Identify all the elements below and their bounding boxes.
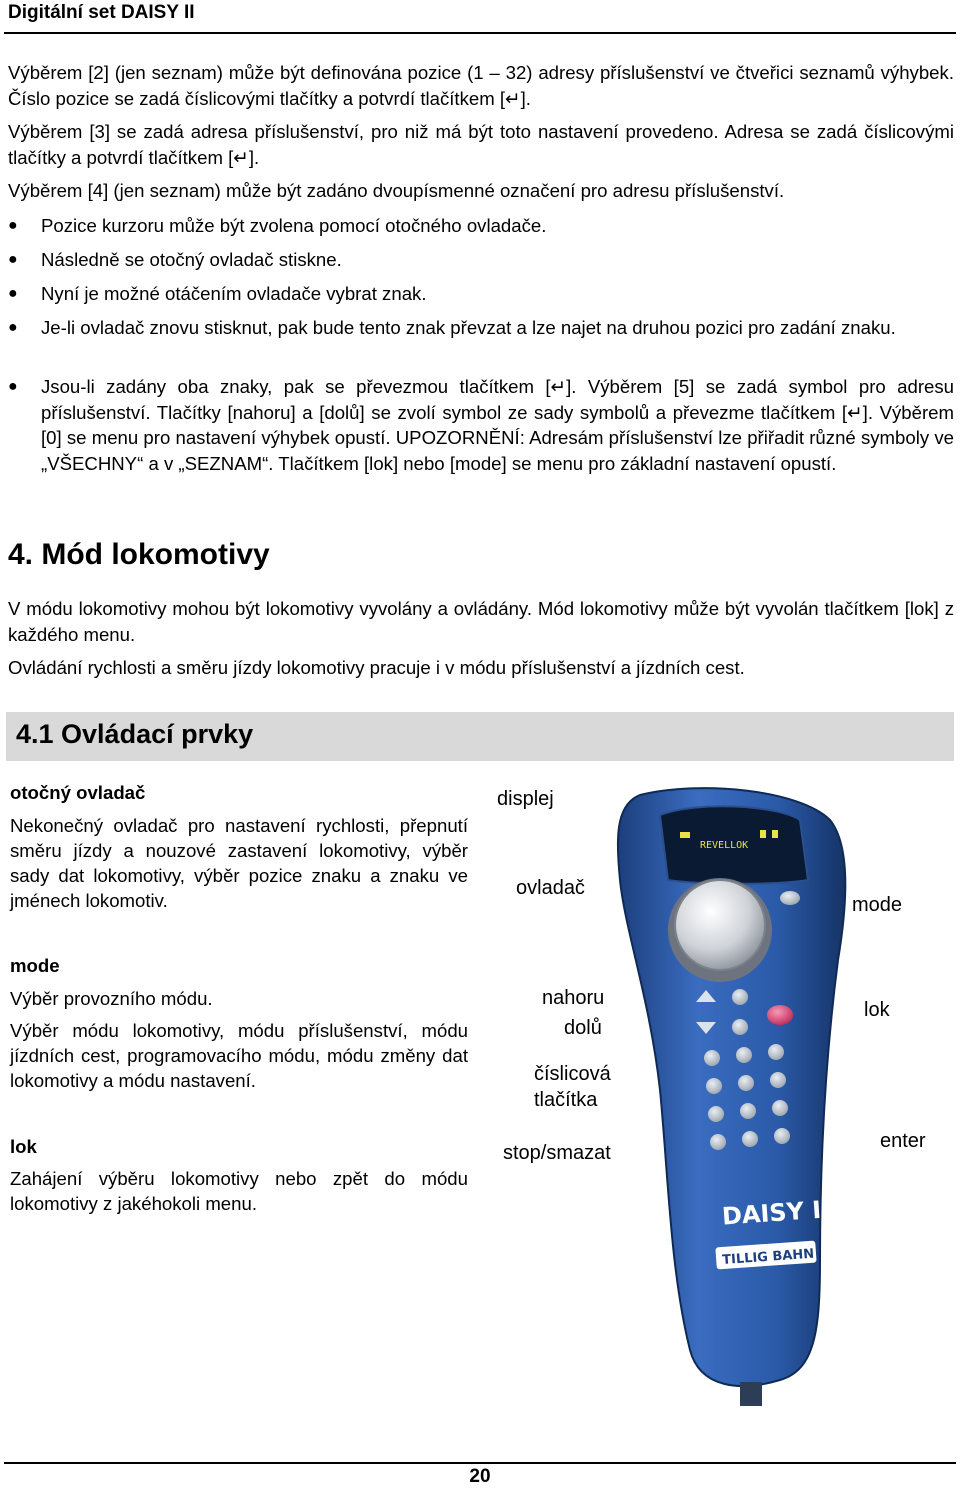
label-nahoru: nahoru — [542, 987, 605, 1009]
list-item — [8, 247, 954, 273]
list-item-text: Následně se otočný ovladač stiskne. — [41, 249, 342, 270]
list-item-text: Je-li ovladač znovu stisknut, pak bude tento znak převzat a lze najet na druhou pozici pro zadání znaku. — [41, 317, 896, 338]
list-item — [8, 315, 954, 341]
label-lok: lok — [864, 999, 890, 1021]
display-text: REVELLOK — [700, 840, 749, 851]
control-description: Zahájení výběru lokomotivy nebo zpět do módu lokomotivy z jakéhokoli menu. — [10, 1168, 468, 1214]
header-rule — [4, 32, 956, 34]
header-title: Digitální set DAISY II — [8, 2, 195, 23]
rotary-knob[interactable] — [675, 880, 765, 970]
label-tlacitka: tlačítka — [534, 1089, 598, 1111]
paragraph-position: Výběrem [2] (jen seznam) může být definována pozice (1 – 32) adresy příslušenství ve čtveřici seznamů výhybek. Číslo pozice se zadá číslicovými tlačítky a potvrdí tlačítkem [↵]. — [8, 62, 954, 109]
display-symbol-icon — [760, 830, 766, 838]
footer-rule — [4, 1462, 956, 1464]
paragraph-label: Výběrem [4] (jen seznam) může být zadáno dvoupísmenné označení pro adresu příslušenství. — [8, 180, 785, 201]
keypad-button[interactable] — [772, 1100, 788, 1116]
section-paragraph: Ovládání rychlosti a směru jízdy lokomotivy pracuje i v módu příslušenství a jízdních cest. — [8, 657, 745, 678]
lok-button[interactable] — [767, 1005, 793, 1025]
control-description: Výběr provozního módu. — [10, 988, 213, 1009]
keypad-button[interactable] — [708, 1106, 724, 1122]
maker-logo: TILLIG BAHN — [721, 1246, 815, 1269]
control-title: mode — [10, 955, 60, 976]
list-item — [8, 281, 954, 307]
keypad-button[interactable] — [736, 1047, 752, 1063]
bullet-icon: ● — [8, 285, 18, 302]
control-description: Výběr módu lokomotivy, módu příslušenství, módu jízdních cest, programovacího módu, módu změny dat lokomotivy a módu nastavení. — [10, 1020, 468, 1091]
list-item-text: Pozice kurzoru může být zvolena pomocí otočného ovladače. — [41, 215, 547, 236]
list-item — [8, 213, 954, 239]
enter-button[interactable] — [774, 1128, 790, 1144]
keypad-button[interactable] — [770, 1072, 786, 1088]
label-enter: enter — [880, 1130, 926, 1152]
list-item — [8, 374, 954, 476]
section-heading: 4. Mód lokomotivy — [8, 538, 270, 571]
function-button[interactable] — [732, 989, 748, 1005]
list-item-text: Nyní je možné otáčením ovladače vybrat znak. — [41, 283, 427, 304]
label-ovladac: ovladač — [516, 877, 585, 899]
label-stop: stop/smazat — [503, 1142, 611, 1164]
cable-connector — [740, 1382, 762, 1406]
keypad-button[interactable] — [706, 1078, 722, 1094]
section-paragraph: V módu lokomotivy mohou být lokomotivy vyvolány a ovládány. Mód lokomotivy může být vyvolán tlačítkem [lok] z každého menu. — [8, 598, 954, 645]
page-number: 20 — [469, 1466, 491, 1487]
paragraph-address: Výběrem [3] se zadá adresa příslušenství, pro niž má být toto nastavení provedeno. Adresa se zadá číslicovými tlačítky a potvrdí tlačítkem [↵]. — [8, 121, 954, 168]
subsection-heading: 4.1 Ovládací prvky — [16, 719, 254, 749]
control-title: lok — [10, 1136, 37, 1157]
bullet-icon: ● — [8, 319, 18, 336]
mode-button[interactable] — [780, 891, 800, 905]
bullet-icon: ● — [8, 217, 18, 234]
stop-clear-button[interactable] — [710, 1134, 726, 1150]
control-title: otočný ovladač — [10, 782, 146, 803]
bullet-icon: ● — [8, 378, 18, 395]
display-symbol-icon — [772, 830, 778, 838]
label-mode: mode — [852, 894, 903, 916]
control-description: Nekonečný ovladač pro nastavení rychlosti, přepnutí směru jízdy a nouzové zastavení lokomotivy, výběr sady dat lokomotivy, výběr pozice znaku a znaku ve jménech lokomotiv. — [10, 815, 468, 911]
brand-logo: DAISY II — [721, 1195, 832, 1231]
controller-figure — [480, 770, 950, 1420]
keypad-button[interactable] — [768, 1044, 784, 1060]
label-displej: displej — [497, 788, 554, 810]
keypad-button[interactable] — [704, 1050, 720, 1066]
list-item-text: Jsou-li zadány oba znaky, pak se převezmou tlačítkem [↵]. Výběrem [5] se zadá symbol pro adresu příslušenství. Tlačítky [nahoru] a [dolů] se zvolí symbol ze sady symbolů a převezme tlačítkem [↵]. Výběrem [0] se menu pro nastavení výhybek opustí. UPOZORNĚNÍ: Adresám příslušenství lze přiřadit různé symboly ve „VŠECHNY“ a v „SEZNAM“. Tlačítkem [lok] nebo [mode] se menu pro základní nastavení opustí. — [41, 376, 954, 474]
label-dolu: dolů — [564, 1017, 602, 1039]
keypad-button[interactable] — [740, 1103, 756, 1119]
label-cislicova: číslicová — [534, 1063, 611, 1085]
display-symbol-icon — [680, 832, 690, 838]
keypad-button[interactable] — [742, 1131, 758, 1147]
keypad-button[interactable] — [738, 1075, 754, 1091]
bullet-icon: ● — [8, 251, 18, 268]
function-button[interactable] — [732, 1019, 748, 1035]
